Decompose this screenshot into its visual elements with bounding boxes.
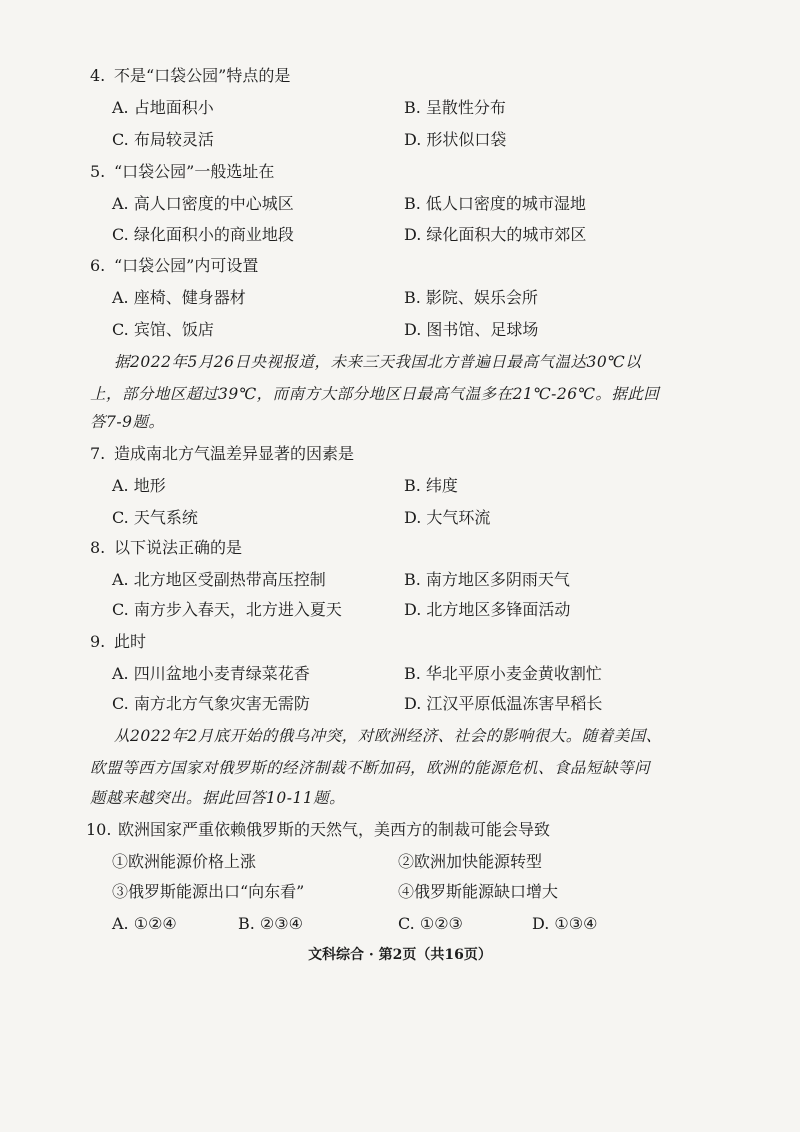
passage-2-line-2: 欧盟等西方国家对俄罗斯的经济制裁不断加码，欧洲的能源危机、食品短缺等问 [90, 759, 651, 777]
q4-option-c: C. 布局较灵活 [112, 130, 214, 149]
q5-option-d: D. 绿化面积大的城市郊区 [404, 225, 587, 244]
question-number: 7. [90, 444, 106, 463]
q9-option-b: B. 华北平原小麦金黄收割忙 [404, 664, 602, 683]
q9-option-d: D. 江汉平原低温冻害早稻长 [404, 694, 603, 713]
question-number: 4. [90, 66, 106, 85]
passage-1-line-2: 上，部分地区超过39℃，而南方大部分地区日最高气温多在21℃-26℃。据此回 [90, 385, 660, 403]
q10-option-d: D. ①③④ [532, 914, 598, 933]
question-8-stem: 8. 以下说法正确的是 [90, 536, 242, 560]
q7-option-d: D. 大气环流 [404, 508, 491, 527]
q7-option-b: B. 纬度 [404, 476, 458, 495]
q9-option-a: A. 四川盆地小麦青绿菜花香 [112, 664, 310, 683]
q8-option-c: C. 南方步入春天，北方进入夏天 [112, 600, 342, 619]
q9-option-c: C. 南方北方气象灾害无需防 [112, 694, 310, 713]
question-number: 5. [90, 162, 106, 181]
question-4-stem: 4. 不是“口袋公园”特点的是 [90, 64, 290, 88]
page-footer: 文科综合 · 第2页（共16页） [308, 947, 492, 963]
q5-option-b: B. 低人口密度的城市湿地 [404, 194, 586, 213]
q10-option-c: C. ①②③ [398, 914, 463, 933]
q10-option-b: B. ②③④ [238, 914, 303, 933]
q5-option-c: C. 绿化面积小的商业地段 [112, 225, 294, 244]
question-7-stem: 7. 造成南北方气温差异显著的因素是 [90, 442, 354, 466]
q7-option-a: A. 地形 [112, 476, 166, 495]
q6-option-a: A. 座椅、健身器材 [112, 288, 246, 307]
q4-option-a: A. 占地面积小 [112, 98, 214, 117]
passage-1-line-1: 据2022年5月26日央视报道，未来三天我国北方普遍日最高气温达30℃以 [114, 353, 642, 371]
q10-option-a: A. ①②④ [112, 914, 177, 933]
question-6-stem: 6. “口袋公园”内可设置 [90, 254, 258, 278]
q5-option-a: A. 高人口密度的中心城区 [112, 194, 294, 213]
question-number: 9. [90, 632, 106, 651]
q4-option-b: B. 呈散性分布 [404, 98, 506, 117]
q8-option-a: A. 北方地区受副热带高压控制 [112, 570, 326, 589]
question-number: 8. [90, 538, 106, 557]
question-number: 10. [86, 820, 112, 839]
q8-option-d: D. 北方地区多锋面活动 [404, 600, 571, 619]
question-9-stem: 9. 此时 [90, 630, 146, 654]
q8-option-b: B. 南方地区多阴雨天气 [404, 570, 570, 589]
q6-option-c: C. 宾馆、饭店 [112, 320, 214, 339]
q10-item-3: ③俄罗斯能源出口“向东看” [112, 882, 305, 901]
question-10-stem: 10. 欧洲国家严重依赖俄罗斯的天然气，美西方的制裁可能会导致 [86, 818, 550, 842]
q10-item-2: ②欧洲加快能源转型 [398, 852, 543, 871]
q10-item-4: ④俄罗斯能源缺口增大 [398, 882, 559, 901]
passage-1-line-3: 答7-9题。 [90, 413, 165, 431]
q4-option-d: D. 形状似口袋 [404, 130, 507, 149]
question-5-stem: 5. “口袋公园”一般选址在 [90, 160, 274, 184]
passage-2-line-3: 题越来越突出。据此回答10-11题。 [90, 789, 346, 807]
q10-item-1: ①欧洲能源价格上涨 [112, 852, 257, 871]
question-number: 6. [90, 256, 106, 275]
passage-2-line-1: 从2022年2月底开始的俄乌冲突，对欧洲经济、社会的影响很大。随着美国、 [114, 727, 662, 745]
q6-option-d: D. 图书馆、足球场 [404, 320, 539, 339]
q7-option-c: C. 天气系统 [112, 508, 198, 527]
q6-option-b: B. 影院、娱乐会所 [404, 288, 538, 307]
